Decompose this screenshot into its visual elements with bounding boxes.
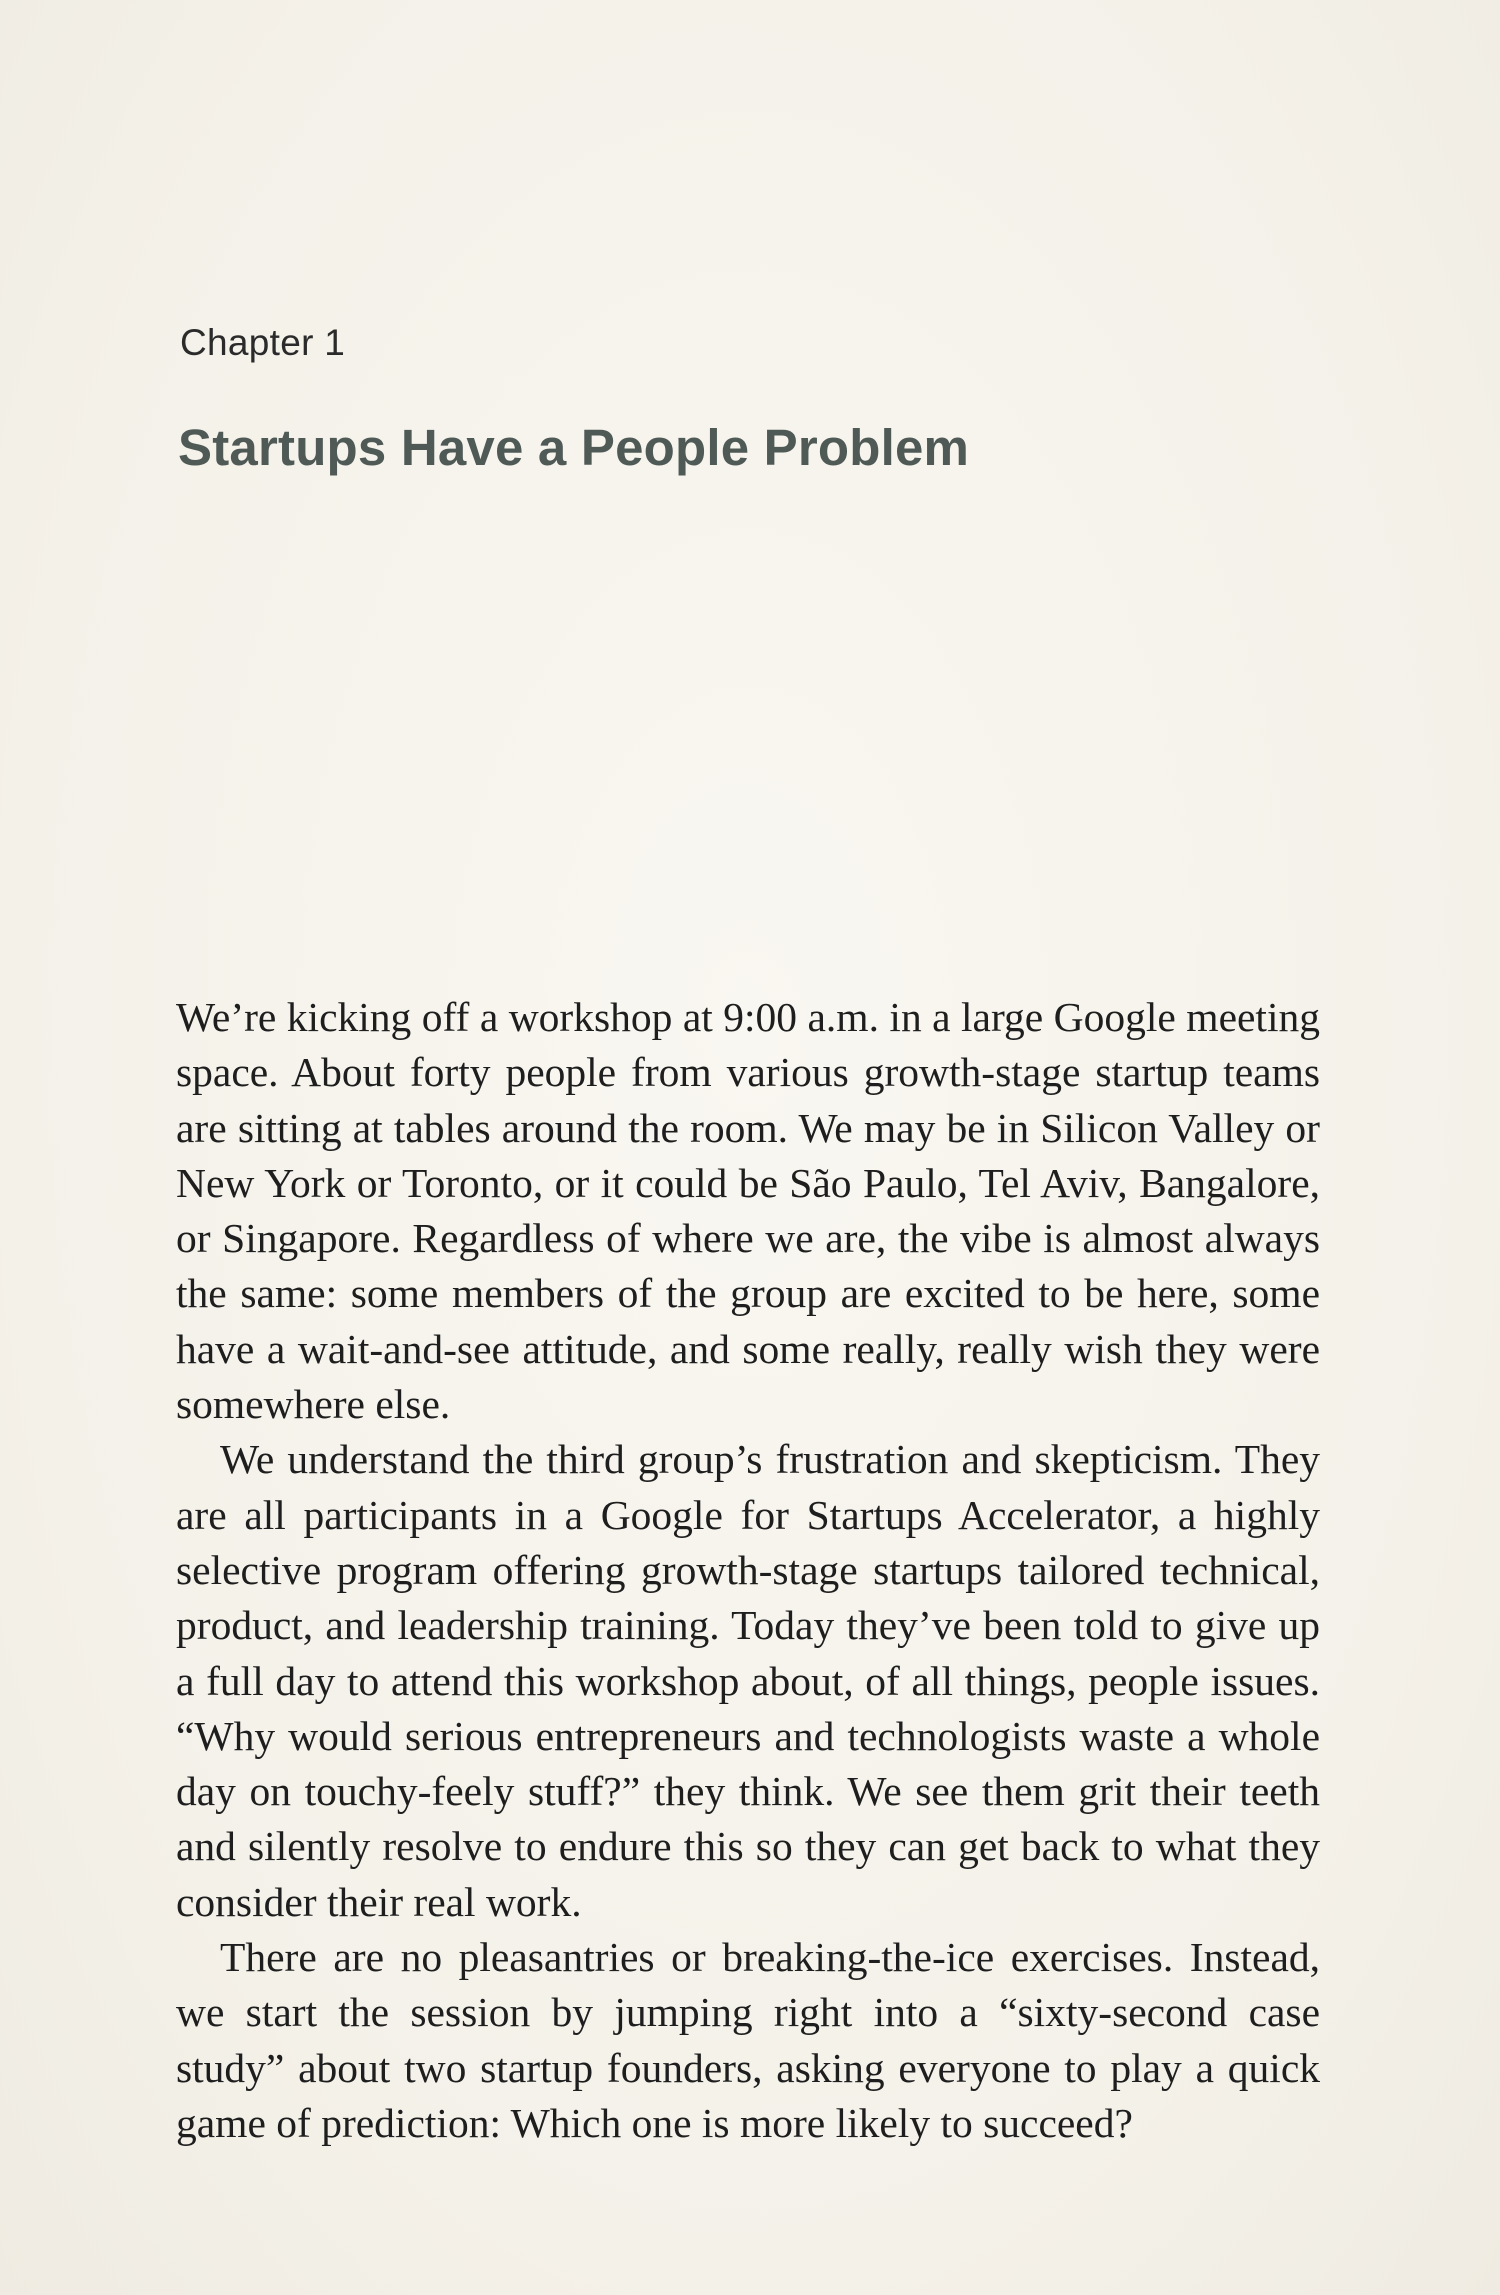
paragraph-1: We’re kicking off a workshop at 9:00 a.m. in a large Google meeting space. About forty people from various growth-stage startup teams are sitting at tables around the room. We may be in Silicon Valley or New York or Toronto, or it could be São Paulo, Tel Aviv, Bangalore, or Singapore. Regardless of where we are, the vibe is almost always the same: some members of the group are excited to be here, some have a wait-and-see attitude, and some really, really wish they were somewhere else. (176, 994, 1320, 1428)
chapter-title: Startups Have a People Problem (178, 419, 970, 476)
paragraph-3: There are no pleasantries or breaking-the-ice exercises. Instead, we start the session by jumping right into a “sixty-second case study” about two startup founders, asking everyone to play a quick game of prediction: Which one is more likely to succeed? (176, 1934, 1320, 2146)
chapter-label: Chapter 1 (180, 322, 346, 363)
chapter-body (176, 990, 1320, 2151)
paragraph-2: We understand the third group’s frustration and skepticism. They are all participants in a Google for Startups Accelerator, a highly selective program offering growth-stage startups tailored technical, product, and leadership training. Today they’ve been told to give up a full day to attend this workshop about, of all things, people issues. “Why would serious entrepreneurs and technologists waste a whole day on touchy-feely stuff?” they think. We see them grit their teeth and silently resolve to endure this so they can get back to what they consider their real work. (176, 1436, 1320, 1925)
